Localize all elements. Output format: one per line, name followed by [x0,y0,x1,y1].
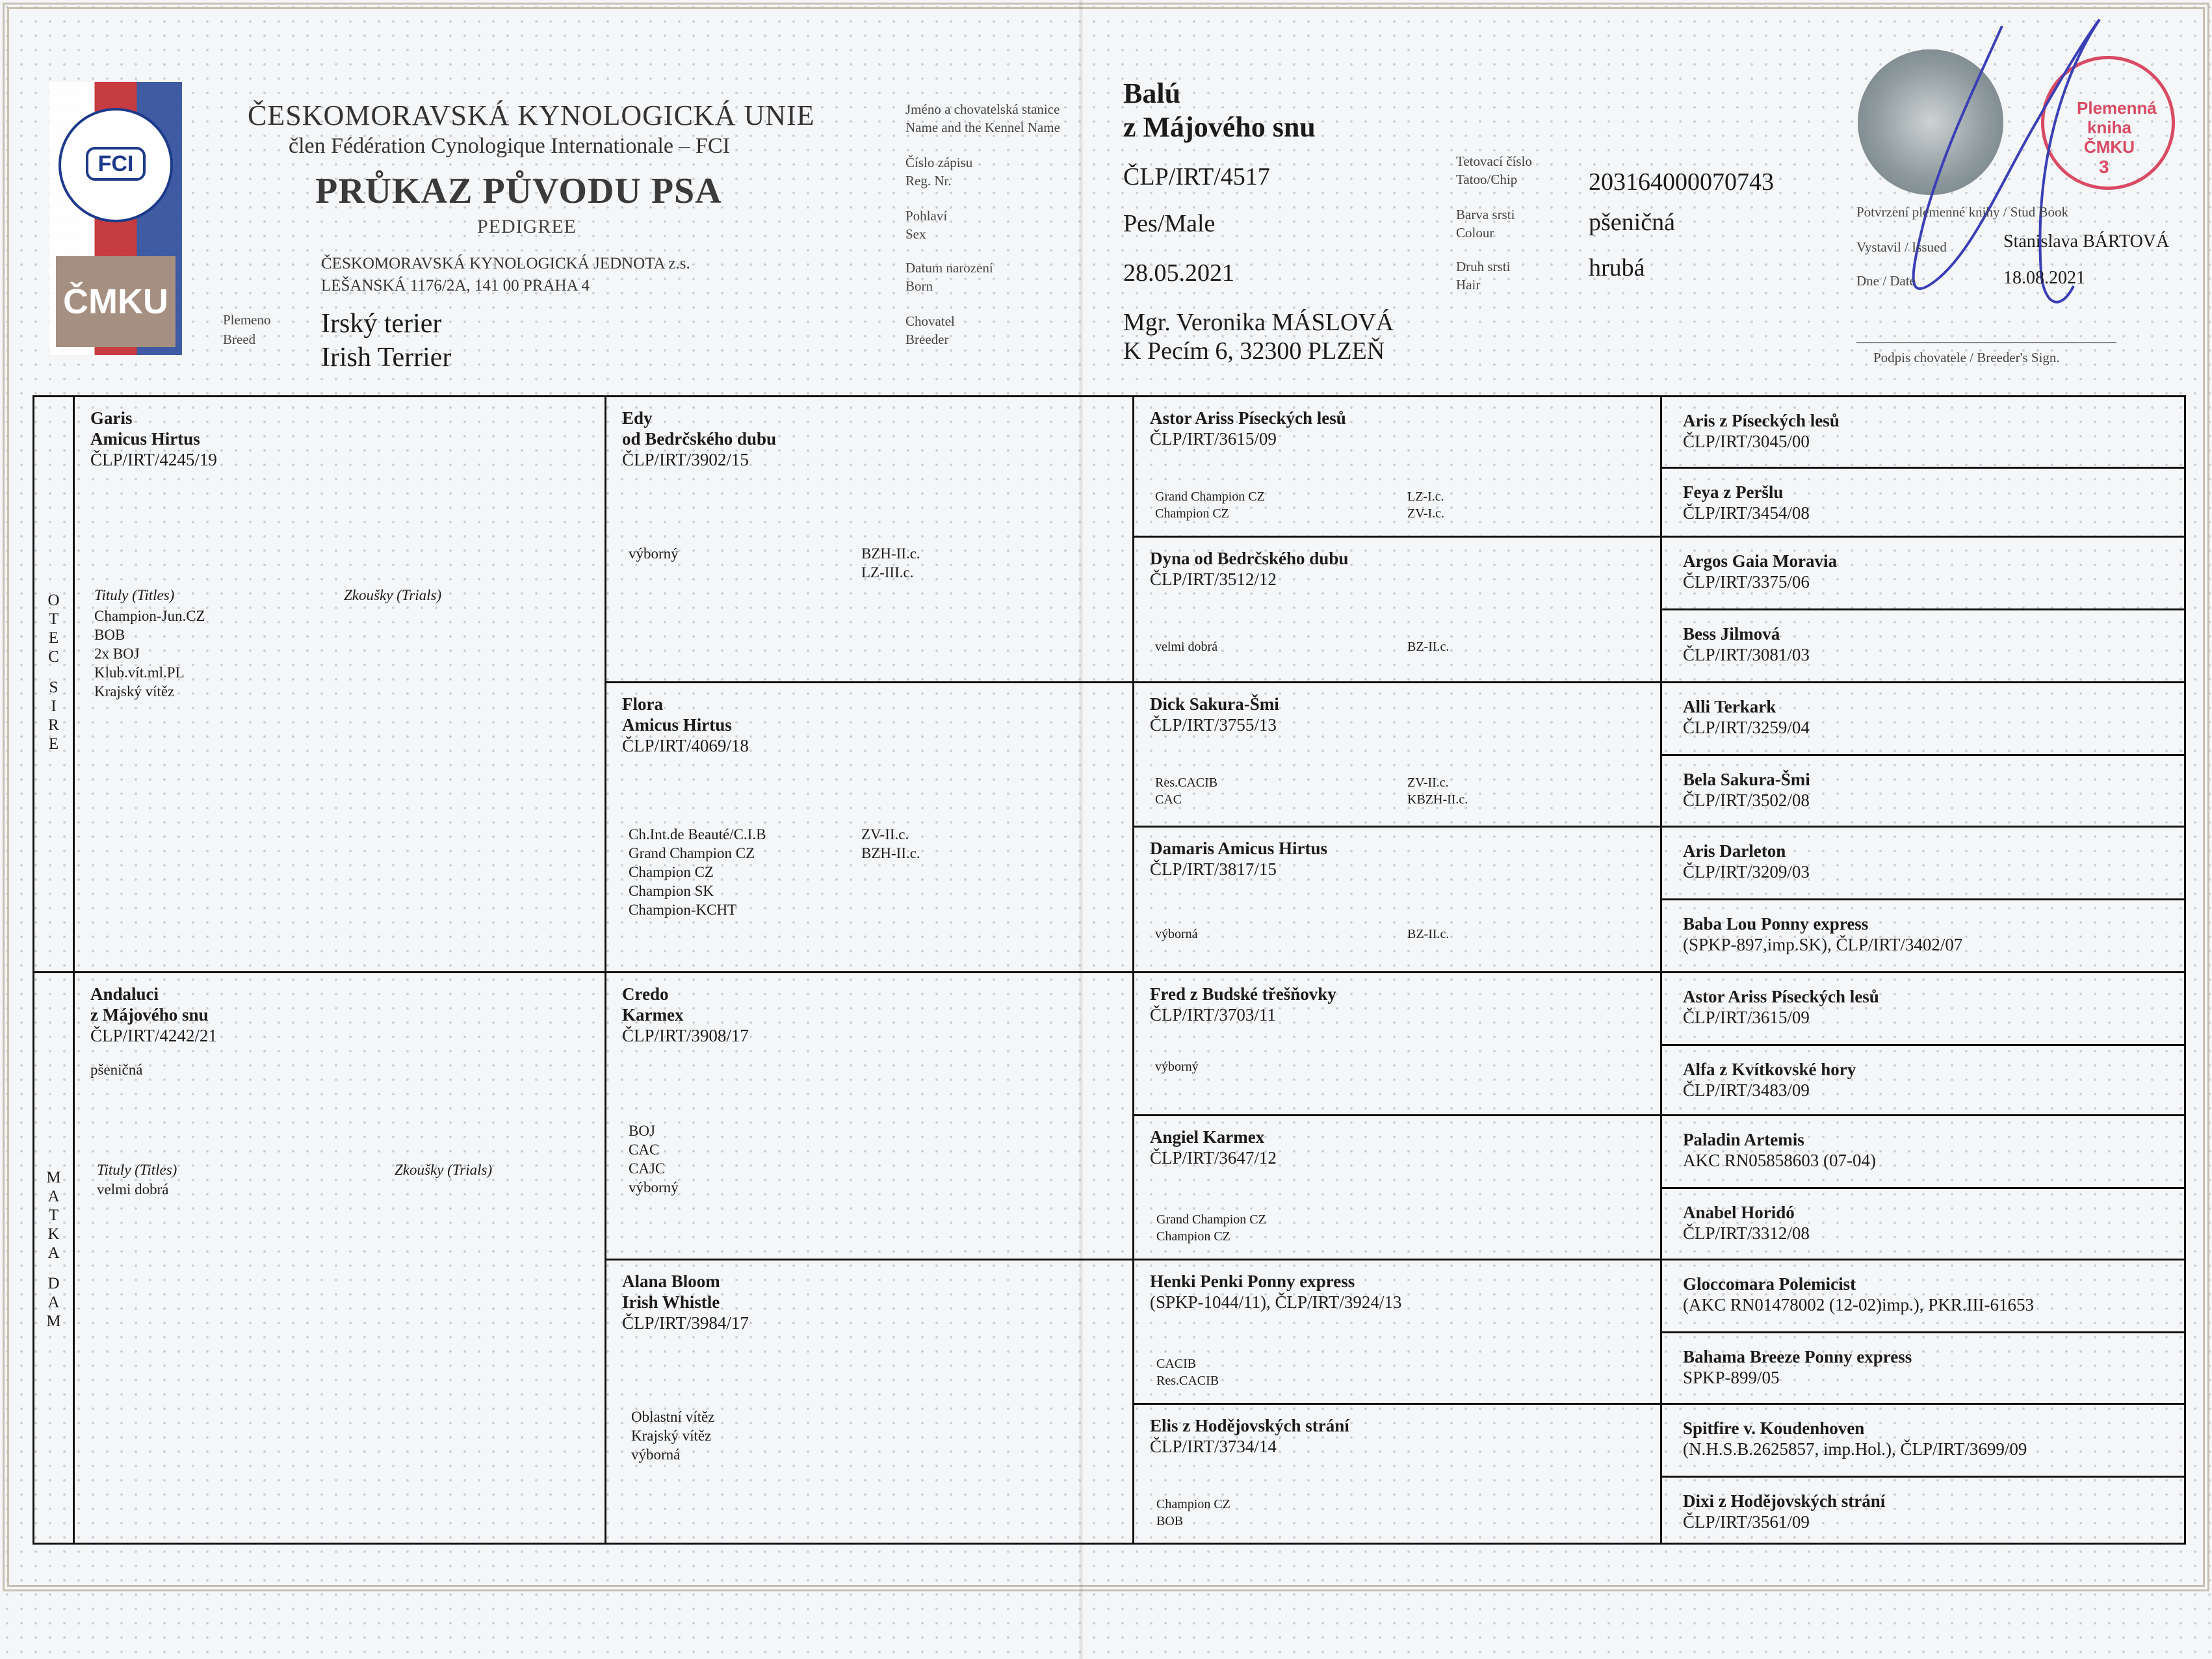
gen4-name: Gloccomara Polemicist [1683,1274,1856,1294]
gen2-name-2: Amicus Hirtus [622,715,732,735]
stud-book-confirmation: Potvrzení plemenné knihy / Stud Book [1856,204,2069,220]
gen4-reg: ČLP/IRT/3312/08 [1683,1223,1810,1243]
gen4-cell [1662,900,2184,973]
gen3-reg: ČLP/IRT/3703/11 [1150,1005,1276,1025]
gen4-cell [1662,538,2184,610]
gen4-cell [1662,1333,2184,1405]
gen4-reg: (SPKP-897,imp.SK), ČLP/IRT/3402/07 [1683,935,1963,954]
gen4-reg: AKC RN05858603 (07-04) [1683,1151,1876,1170]
gen3-trials: LZ-I.c. ZV-I.c. [1407,490,1445,521]
gen4-name: Alli Terkark [1683,697,1776,716]
gen4-reg: ČLP/IRT/3209/03 [1683,862,1810,882]
gen4-cell [1662,828,2184,900]
dog-colour: pšeničná [1589,209,1675,236]
gen3-cell [1134,397,1662,538]
gen4-cell [1662,683,2184,756]
gen3-cell [1134,1261,1662,1405]
gen2-titles: Oblastní vítěz Krajský vítěz výborná [631,1409,715,1463]
seal-number: 3 [2099,157,2109,177]
gen4-cell [1662,469,2184,538]
fci-cmku-logo [49,82,182,355]
hair-label-en: Hair [1456,277,1481,293]
breed-en: Irish Terrier [321,343,452,372]
gen3-titles: Grand Champion CZ Champion CZ [1156,1212,1266,1244]
gen4-cell [1662,1189,2184,1261]
sex-label-cz: Pohlaví [905,208,948,224]
gen4-column [1662,397,2184,1543]
dog-name-line-2: z Májového snu [1123,111,1316,143]
gen4-reg: ČLP/IRT/3454/08 [1683,503,1810,523]
sire-name-1: Garis [90,408,133,428]
sire-name-2: Amicus Hirtus [90,429,200,449]
gen3-reg: (SPKP-1044/11), ČLP/IRT/3924/13 [1150,1292,1402,1312]
gen2-trials: ZV-II.c. BZH-II.c. [861,826,920,861]
side-label-dam: M A T K A D A M [34,973,75,1543]
gen4-name: Bela Sakura-Šmi [1683,770,1810,789]
name-label-cz: Jméno a chovatelská stanice [905,101,1060,117]
gen4-cell [1662,1405,2184,1478]
born-label-en: Born [905,278,933,294]
document-title: PRŮKAZ PŮVODU PSA [315,171,722,211]
breed-label-cz: Plemeno [223,312,271,328]
gen4-reg: (N.H.S.B.2625857, imp.Hol.), ČLP/IRT/3699/09 [1683,1439,2027,1459]
breeder-label-cz: Chovatel [905,313,955,329]
gen2-name-1: Credo [622,984,669,1004]
gen2-trials: BZH-II.c. LZ-III.c. [861,545,920,581]
gen3-cell [1134,828,1662,973]
gen3-title: výborná [1155,927,1198,941]
dog-reg-number: ČLP/IRT/4517 [1123,163,1270,190]
gen2-name-1: Flora [622,694,663,714]
gen3-cell [1134,683,1662,828]
dam-name-1: Andaluci [90,984,159,1004]
name-label-en: Name and the Kennel Name [905,120,1060,135]
gen4-reg: (AKC RN01478002 (12-02)imp.), PKR.III-61653 [1683,1295,2034,1314]
breed-label-en: Breed [223,332,256,347]
colour-label-en: Colour [1456,225,1494,241]
gen4-cell [1662,610,2184,683]
gen4-name: Dixi z Hodějovských strání [1683,1491,1886,1511]
date-label: Dne / Date [1856,273,1916,289]
issued-by: Stanislava BÁRTOVÁ [2003,231,2170,252]
gen3-cell [1134,538,1662,683]
gen2-title: výborný [629,545,679,562]
gen2-cell [606,397,1134,683]
colour-label-cz: Barva srsti [1456,207,1515,222]
gen4-name: Aris z Píseckých lesů [1683,411,1840,430]
gen4-reg: SPKP-899/05 [1683,1368,1780,1387]
gen4-reg: ČLP/IRT/3502/08 [1683,790,1810,810]
issued-label: Vystavil / Issued [1856,239,1947,255]
gen3-titles: Res.CACIB CAC [1155,776,1218,807]
dam-titles-label: Tituly (Titles) [97,1162,177,1178]
gen2-cell [606,973,1134,1261]
gen3-name: Angiel Karmex [1150,1127,1265,1147]
gen4-reg: ČLP/IRT/3561/09 [1683,1512,1810,1532]
gen4-name: Baba Lou Ponny express [1683,914,1869,934]
gen2-reg: ČLP/IRT/3984/17 [622,1313,749,1333]
gen4-name: Bahama Breeze Ponny express [1683,1347,1912,1366]
tattoo-label-cz: Tetovací číslo [1456,153,1532,169]
gen3-name: Dyna od Bedrčského dubu [1150,549,1349,568]
dog-born: 28.05.2021 [1123,259,1234,287]
sire-titles-label: Tituly (Titles) [94,587,175,603]
gen3-reg: ČLP/IRT/3647/12 [1150,1148,1277,1168]
gen2-name-1: Alana Bloom [622,1272,720,1291]
gen4-name: Aris Darleton [1683,841,1786,861]
gen2-name-2: Karmex [622,1005,684,1025]
gen3-titles: Champion CZ BOB [1156,1497,1230,1528]
sire-titles: Champion-Jun.CZ BOB 2x BOJ Klub.vít.ml.PL Krajský vítěz [94,608,205,699]
breeder-label-en: Breeder [905,332,949,347]
gen3-trial: BZ-II.c. [1407,640,1450,654]
gen4-name: Feya z Peršlu [1683,482,1784,502]
tattoo-chip: 203164000070743 [1589,168,1774,196]
gen2-reg: ČLP/IRT/4069/18 [622,736,749,755]
gen4-reg: ČLP/IRT/3081/03 [1683,645,1810,664]
reg-label-en: Reg. Nr. [905,173,952,189]
gen4-name: Paladin Artemis [1683,1130,1804,1149]
gen4-name: Argos Gaia Moravia [1683,551,1837,571]
gen4-cell [1662,397,2184,469]
reg-label-cz: Číslo zápisu [905,155,973,170]
dog-sex: Pes/Male [1123,210,1216,237]
seal-text: Plemenná kniha ČMKU [2077,98,2157,157]
gen3-reg: ČLP/IRT/3734/14 [1150,1437,1277,1456]
dog-hair: hrubá [1589,254,1645,281]
gen3-name: Fred z Budské třešňovky [1150,984,1336,1004]
born-label-cz: Datum narození [905,260,993,276]
sire-cell [75,397,606,973]
gen4-cell [1662,1116,2184,1189]
gen4-name: Anabel Horidó [1683,1203,1795,1222]
gen3-titles: CACIB Res.CACIB [1156,1357,1219,1388]
gen3-cell [1134,1116,1662,1261]
gen4-reg: ČLP/IRT/3615/09 [1683,1008,1810,1027]
gen3-name: Henki Penki Ponny express [1150,1272,1355,1291]
gen2-name-2: Irish Whistle [622,1292,720,1312]
document-subtitle: PEDIGREE [477,216,577,237]
gen2-titles: BOJ CAC CAJC výborný [629,1123,679,1195]
gen4-reg: ČLP/IRT/3045/00 [1683,432,1810,451]
gen3-cell [1134,973,1662,1116]
gen4-cell [1662,756,2184,828]
gen4-cell [1662,973,2184,1046]
dam-trials-label: Zkoušky (Trials) [395,1162,493,1178]
breeder-name: Mgr. Veronika MÁSLOVÁ [1123,309,1394,336]
dam-titles: velmi dobrá [97,1181,169,1197]
gen2-name-2: od Bedrčského dubu [622,429,777,449]
gen3-reg: ČLP/IRT/3755/13 [1150,715,1277,735]
dam-reg: ČLP/IRT/4242/21 [90,1026,217,1045]
cmku-logo-text: ČMKU [56,256,176,347]
gen4-cell [1662,1478,2184,1543]
gen4-reg: ČLP/IRT/3259/04 [1683,718,1810,737]
gen3-trial: BZ-II.c. [1407,927,1450,941]
sex-label-en: Sex [905,226,926,242]
gen2-titles: Ch.Int.de Beauté/C.I.B Grand Champion CZ Champion CZ Champion SK Champion-KCHT [629,826,766,918]
gen3-name: Damaris Amicus Hirtus [1150,839,1327,858]
dam-colour: pšeničná [90,1062,143,1078]
gen4-name: Alfa z Kvítkovské hory [1683,1060,1856,1079]
gen3-name: Elis z Hodějovských strání [1150,1416,1349,1435]
gen3-reg: ČLP/IRT/3615/09 [1150,429,1277,449]
org-line-1: ČESKOMORAVSKÁ KYNOLOGICKÁ UNIE [248,99,815,131]
club-line-1: ČESKOMORAVSKÁ KYNOLOGICKÁ JEDNOTA z.s. [321,255,690,272]
gen3-name: Astor Ariss Píseckých lesů [1150,408,1346,428]
club-line-2: LEŠANSKÁ 1176/2A, 141 00 PRAHA 4 [321,277,590,294]
tattoo-label-en: Tatoo/Chip [1456,172,1518,187]
gen2-name-1: Edy [622,408,653,428]
side-label-sire: O T E C S I R E [34,397,75,973]
gen3-titles: Grand Champion CZ Champion CZ [1155,490,1265,521]
gen4-cell [1662,1046,2184,1116]
breed-cz: Irský terier [321,309,442,339]
issue-date: 18.08.2021 [2003,268,2085,288]
fci-logo-text: FCI [86,147,146,181]
gen3-reg: ČLP/IRT/3512/12 [1150,569,1277,589]
gen4-name: Astor Ariss Píseckých lesů [1683,987,1879,1006]
gen4-name: Spitfire v. Koudenhoven [1683,1418,1865,1438]
gen2-reg: ČLP/IRT/3908/17 [622,1026,749,1045]
breeder-signature-label: Podpis chovatele / Breeder's Sign. [1873,350,2060,365]
signature-scribble [1866,0,2139,351]
gen4-reg: ČLP/IRT/3483/09 [1683,1080,1810,1100]
gen3-trials: ZV-II.c. KBZH-II.c. [1407,776,1468,807]
gen2-cell [606,1261,1134,1543]
hair-label-cz: Druh srsti [1456,259,1511,274]
gen3-reg: ČLP/IRT/3817/15 [1150,859,1277,879]
gen3-cell [1134,1405,1662,1543]
org-line-2: člen Fédération Cynologique Internationale – FCI [289,134,730,158]
gen4-name: Bess Jilmová [1683,624,1780,644]
signature-line [1856,342,2116,343]
gen3-title: velmi dobrá [1155,640,1218,654]
breeder-address: K Pecím 6, 32300 PLZEŇ [1123,337,1385,365]
sire-reg: ČLP/IRT/4245/19 [90,450,217,469]
gen2-cell [606,683,1134,973]
dog-name-line-1: Balú [1123,77,1181,109]
dam-name-2: z Májového snu [90,1005,209,1025]
dam-cell [75,973,606,1543]
gen3-title: výborný [1155,1060,1199,1074]
gen2-reg: ČLP/IRT/3902/15 [622,450,749,469]
pedigree-table [33,395,2186,1545]
gen3-name: Dick Sakura-Šmi [1150,694,1279,714]
sire-trials-label: Zkoušky (Trials) [344,587,442,603]
gen4-cell [1662,1261,2184,1333]
gen4-reg: ČLP/IRT/3375/06 [1683,572,1810,592]
